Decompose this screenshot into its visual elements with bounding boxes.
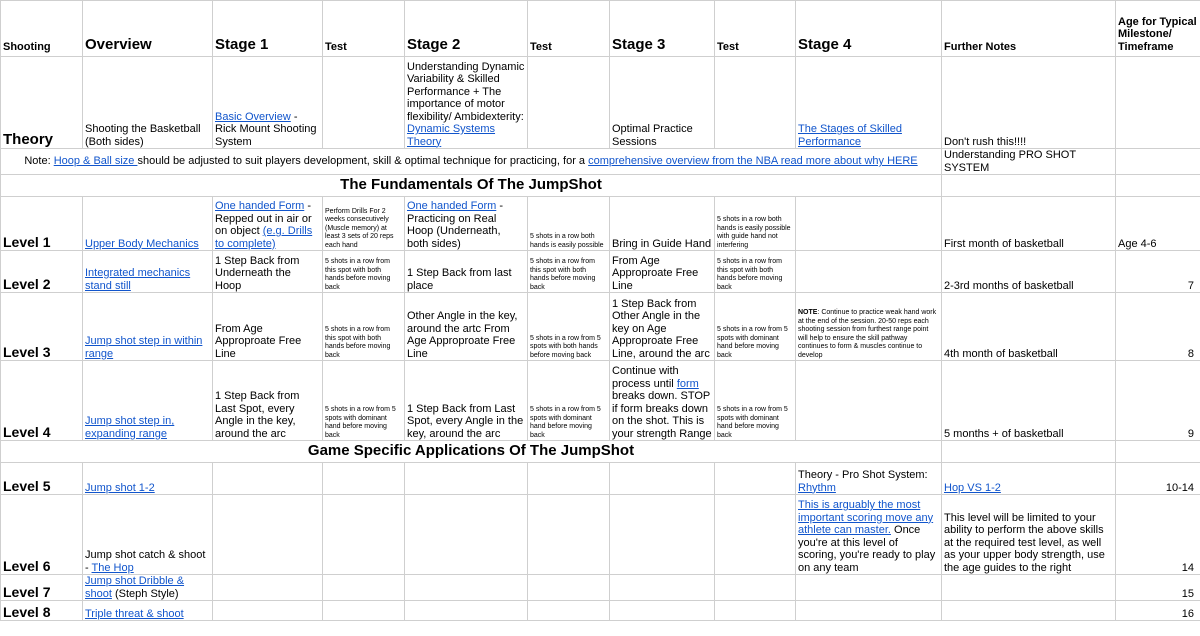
- level-4-test-1: 5 shots in a row from 5 spots with dominant hand before moving back: [323, 361, 405, 441]
- level-5-test-1: [323, 463, 405, 495]
- theory-stage-3: Optimal Practice Sessions: [610, 57, 715, 149]
- level-2-stage-2: 1 Step Back from last place: [405, 251, 528, 293]
- level-7-stage-3: [610, 575, 715, 601]
- header-test-3: Test: [715, 1, 796, 57]
- level-8-test-1: [323, 601, 405, 621]
- level-1-test-1: Perform Drills For 2 weeks consecutively (Muscle memory) at least 3 sets of 20 reps each hand: [323, 197, 405, 251]
- header-test-2: Test: [528, 1, 610, 57]
- hoop-ball-size-link[interactable]: Hoop & Ball size: [53, 155, 138, 168]
- level-4-row: [1, 361, 1200, 441]
- level-2-label: Level 2: [1, 251, 83, 293]
- upper-body-mechanics-link[interactable]: Upper Body Mechanics: [85, 237, 199, 250]
- level-8-stage-3: [610, 601, 715, 621]
- header-further-notes: Further Notes: [942, 1, 1116, 57]
- level-5-stage-1: [213, 463, 323, 495]
- level-3-age: 8: [1116, 293, 1200, 361]
- game-specific-heading: Game Specific Applications Of The JumpShot: [1, 441, 942, 463]
- level-4-stage-3-text-a: Continue with process until: [612, 365, 679, 390]
- theory-stage-2: [405, 57, 528, 149]
- level-7-test-2: [528, 575, 610, 601]
- level-4-age: 9: [1116, 361, 1200, 441]
- level-1-overview: [83, 197, 213, 251]
- level-5-test-2: [528, 463, 610, 495]
- header-row: [1, 1, 1200, 57]
- level-4-stage-1: 1 Step Back from Last Spot, every Angle in the key, around the arc: [213, 361, 323, 441]
- level-6-stage-4: [796, 495, 942, 575]
- level-4-stage-4: [796, 361, 942, 441]
- theory-overview: Shooting the Basketball (Both sides): [83, 57, 213, 149]
- game-section-further: [942, 441, 1116, 463]
- level-5-test-3: [715, 463, 796, 495]
- note-middle: should be adjusted to suit players development, skill & optimal technique for practicing, for a: [137, 155, 589, 168]
- level-6-test-1: [323, 495, 405, 575]
- theory-further-notes: Don't rush this!!!!: [942, 57, 1116, 149]
- level-6-overview-text: Jump shot catch & shoot -: [85, 549, 206, 574]
- level-6-further: This level will be limited to your ability to perform the above skills at the required test level, as well as your upper body strength, use the age guides to the right: [942, 495, 1116, 575]
- jump-shot-expanding-range-link[interactable]: Jump shot step in, expanding range: [85, 415, 175, 440]
- level-7-overview-text: (Steph Style): [111, 587, 179, 600]
- level-8-row: [1, 601, 1200, 621]
- level-2-age: 7: [1116, 251, 1200, 293]
- level-1-stage-1: [213, 197, 323, 251]
- level-8-test-3: [715, 601, 796, 621]
- header-test-1: Test: [323, 1, 405, 57]
- level-6-overview: [83, 495, 213, 575]
- level-4-test-3: 5 shots in a row from 5 spots with dominant hand before moving back: [715, 361, 796, 441]
- theory-stage-1-text: - Rick Mount Shooting System: [215, 110, 317, 148]
- level-8-test-2: [528, 601, 610, 621]
- level-8-overview: [83, 601, 213, 621]
- header-stage-3: Stage 3: [610, 1, 715, 57]
- scoring-move-link[interactable]: This is arguably the most important scoring move any athlete can master.: [798, 499, 934, 536]
- theory-stage-2-text: Understanding Dynamic Variability & Skilled Performance + The importance of motor flexibility/ Ambidexterity:: [407, 60, 525, 123]
- level-3-stage-4: [796, 293, 942, 361]
- game-section-row: [1, 441, 1200, 463]
- level-1-stage-2: [405, 197, 528, 251]
- level-3-test-3: 5 shots in a row from 5 spots with dominant hand before moving back: [715, 293, 796, 361]
- level-4-stage-3: [610, 361, 715, 441]
- header-stage-2: Stage 2: [405, 1, 528, 57]
- header-overview: Overview: [83, 1, 213, 57]
- level-3-note-text: : Continue to practice weak hand work at the end of the session. 20-50 reps each shooting session from furthest range point will help to ensure the skill pathway continues to form & muscles continue to develop: [798, 309, 937, 359]
- form-link[interactable]: form: [676, 377, 699, 390]
- level-3-stage-2: Other Angle in the key, around the artc From Age Approproate Free Line: [405, 293, 528, 361]
- level-3-further: 4th month of basketball: [942, 293, 1116, 361]
- fundamentals-age: [1116, 175, 1200, 197]
- rhythm-link[interactable]: Rhythm: [798, 481, 836, 494]
- pro-shot-system-note: Understanding PRO SHOT SYSTEM: [942, 149, 1116, 175]
- theory-stage-1: [213, 57, 323, 149]
- level-6-stage-2: [405, 495, 528, 575]
- level-2-stage-1: 1 Step Back from Underneath the Hoop: [213, 251, 323, 293]
- level-3-label: Level 3: [1, 293, 83, 361]
- note-cell: [1, 149, 942, 175]
- level-7-label: Level 7: [1, 575, 83, 601]
- level-8-stage-4: [796, 601, 942, 621]
- one-handed-form-link[interactable]: One handed Form: [215, 200, 305, 212]
- level-2-stage-3: From Age Approproate Free Line: [610, 251, 715, 293]
- level-5-stage-2: [405, 463, 528, 495]
- level-5-age: 10-14: [1116, 463, 1200, 495]
- theory-stage-4: [796, 57, 942, 149]
- level-6-stage-1: [213, 495, 323, 575]
- level-7-stage-1: [213, 575, 323, 601]
- level-3-overview: [83, 293, 213, 361]
- note-age: [1116, 149, 1200, 175]
- drills-link[interactable]: (e.g. Drills to complete): [215, 225, 313, 250]
- jump-shot-1-2-link[interactable]: Jump shot 1-2: [85, 481, 155, 494]
- level-2-row: [1, 251, 1200, 293]
- level-5-overview: [83, 463, 213, 495]
- level-2-further: 2-3rd months of basketball: [942, 251, 1116, 293]
- hop-vs-1-2-link[interactable]: Hop VS 1-2: [944, 481, 1001, 494]
- level-1-test-3: 5 shots in a row both hands is easily possible with guide hand not interfering: [715, 197, 796, 251]
- theory-test-1: [323, 57, 405, 149]
- header-shooting: Shooting: [1, 1, 83, 57]
- level-1-stage-3: Bring in Guide Hand: [610, 197, 715, 251]
- theory-label: Theory: [1, 57, 83, 149]
- level-1-age: Age 4-6: [1116, 197, 1200, 251]
- stages-skilled-performance-link[interactable]: The Stages of Skilled Performance: [798, 123, 902, 148]
- level-3-test-2: 5 shots in a row from 5 spots with both hands before moving back: [528, 293, 610, 361]
- level-6-age: 14: [1116, 495, 1200, 575]
- theory-test-2: [528, 57, 610, 149]
- level-6-test-3: [715, 495, 796, 575]
- level-5-label: Level 5: [1, 463, 83, 495]
- level-7-test-1: [323, 575, 405, 601]
- level-4-test-2: 5 shots in a row from 5 spots with dominant hand before moving back: [528, 361, 610, 441]
- level-5-row: [1, 463, 1200, 495]
- level-1-stage-1-text: - Repped out in air or on object: [215, 200, 312, 237]
- jump-shot-step-in-link[interactable]: Jump shot step in within range: [85, 335, 203, 360]
- level-1-row: [1, 197, 1200, 251]
- level-2-overview: [83, 251, 213, 293]
- level-3-stage-3: 1 Step Back from Other Angle in the key on Age Approproate Free Line, around the arc: [610, 293, 715, 361]
- fundamentals-further: [942, 175, 1116, 197]
- level-4-further: 5 months + of basketball: [942, 361, 1116, 441]
- level-1-test-2: 5 shots in a row both hands is easily possible: [528, 197, 610, 251]
- level-3-test-1: 5 shots in a row from this spot with both hands before moving back: [323, 293, 405, 361]
- fundamentals-row: [1, 175, 1200, 197]
- level-1-stage-2-text: - Practicing on Real Hoop (Underneath, both sides): [407, 200, 504, 250]
- level-2-stage-4: [796, 251, 942, 293]
- level-4-overview: [83, 361, 213, 441]
- level-5-stage-3: [610, 463, 715, 495]
- header-age: Age for Typical Milestone/ Timeframe: [1116, 1, 1200, 57]
- level-3-row: [1, 293, 1200, 361]
- game-section-age: [1116, 441, 1200, 463]
- header-stage-4: Stage 4: [796, 1, 942, 57]
- level-7-further: [942, 575, 1116, 601]
- level-4-stage-3-text-b: breaks down. STOP if form breaks down on the shot. This is your strength Range: [612, 390, 712, 440]
- the-hop-link[interactable]: The Hop: [91, 561, 134, 574]
- header-stage-1: Stage 1: [213, 1, 323, 57]
- dynamic-systems-theory-link[interactable]: Dynamic Systems Theory: [407, 123, 496, 148]
- level-1-further: First month of basketball: [942, 197, 1116, 251]
- theory-age: [1116, 57, 1200, 149]
- level-5-further: [942, 463, 1116, 495]
- level-8-further: [942, 601, 1116, 621]
- nba-overview-link[interactable]: comprehensive overview from the NBA read more about why HERE: [588, 155, 918, 168]
- level-3-note-label: NOTE: [798, 309, 818, 316]
- theory-row: [1, 57, 1200, 149]
- level-7-test-3: [715, 575, 796, 601]
- level-2-test-2: 5 shots in a row from this spot with both hands before moving back: [528, 251, 610, 293]
- level-2-test-1: 5 shots in a row from this spot with both hands before moving back: [323, 251, 405, 293]
- triple-threat-link[interactable]: Triple threat & shoot: [85, 607, 184, 620]
- level-6-stage-4-text: Once you're at this level of scoring, you're ready to play on any team: [798, 524, 936, 574]
- level-6-stage-3: [610, 495, 715, 575]
- level-8-stage-1: [213, 601, 323, 621]
- level-8-label: Level 8: [1, 601, 83, 621]
- note-row: [1, 149, 1200, 175]
- level-4-label: Level 4: [1, 361, 83, 441]
- level-8-stage-2: [405, 601, 528, 621]
- level-7-overview: [83, 575, 213, 601]
- integrated-mechanics-link[interactable]: Integrated mechanics stand still: [85, 267, 191, 292]
- level-6-label: Level 6: [1, 495, 83, 575]
- level-5-stage-4-text: Theory - Pro Shot System:: [798, 469, 928, 481]
- level-7-stage-4: [796, 575, 942, 601]
- level-3-stage-1: From Age Approproate Free Line: [213, 293, 323, 361]
- level-4-stage-2: 1 Step Back from Last Spot, every Angle in the key, around the arc: [405, 361, 528, 441]
- level-5-stage-4: [796, 463, 942, 495]
- level-6-test-2: [528, 495, 610, 575]
- level-1-stage-4: [796, 197, 942, 251]
- level-1-label: Level 1: [1, 197, 83, 251]
- fundamentals-heading: The Fundamentals Of The JumpShot: [1, 175, 942, 197]
- level-7-row: [1, 575, 1200, 601]
- one-handed-form-link-2[interactable]: One handed Form: [407, 200, 497, 212]
- note-prefix: Note:: [24, 155, 54, 168]
- level-6-row: [1, 495, 1200, 575]
- theory-test-3: [715, 57, 796, 149]
- level-2-test-3: 5 shots in a row from this spot with both hands before moving back: [715, 251, 796, 293]
- level-8-age: 16: [1116, 601, 1200, 621]
- level-7-age: 15: [1116, 575, 1200, 601]
- dribble-shoot-link[interactable]: Jump shot Dribble & shoot: [85, 575, 185, 600]
- basic-overview-link[interactable]: Basic Overview: [215, 110, 291, 123]
- level-7-stage-2: [405, 575, 528, 601]
